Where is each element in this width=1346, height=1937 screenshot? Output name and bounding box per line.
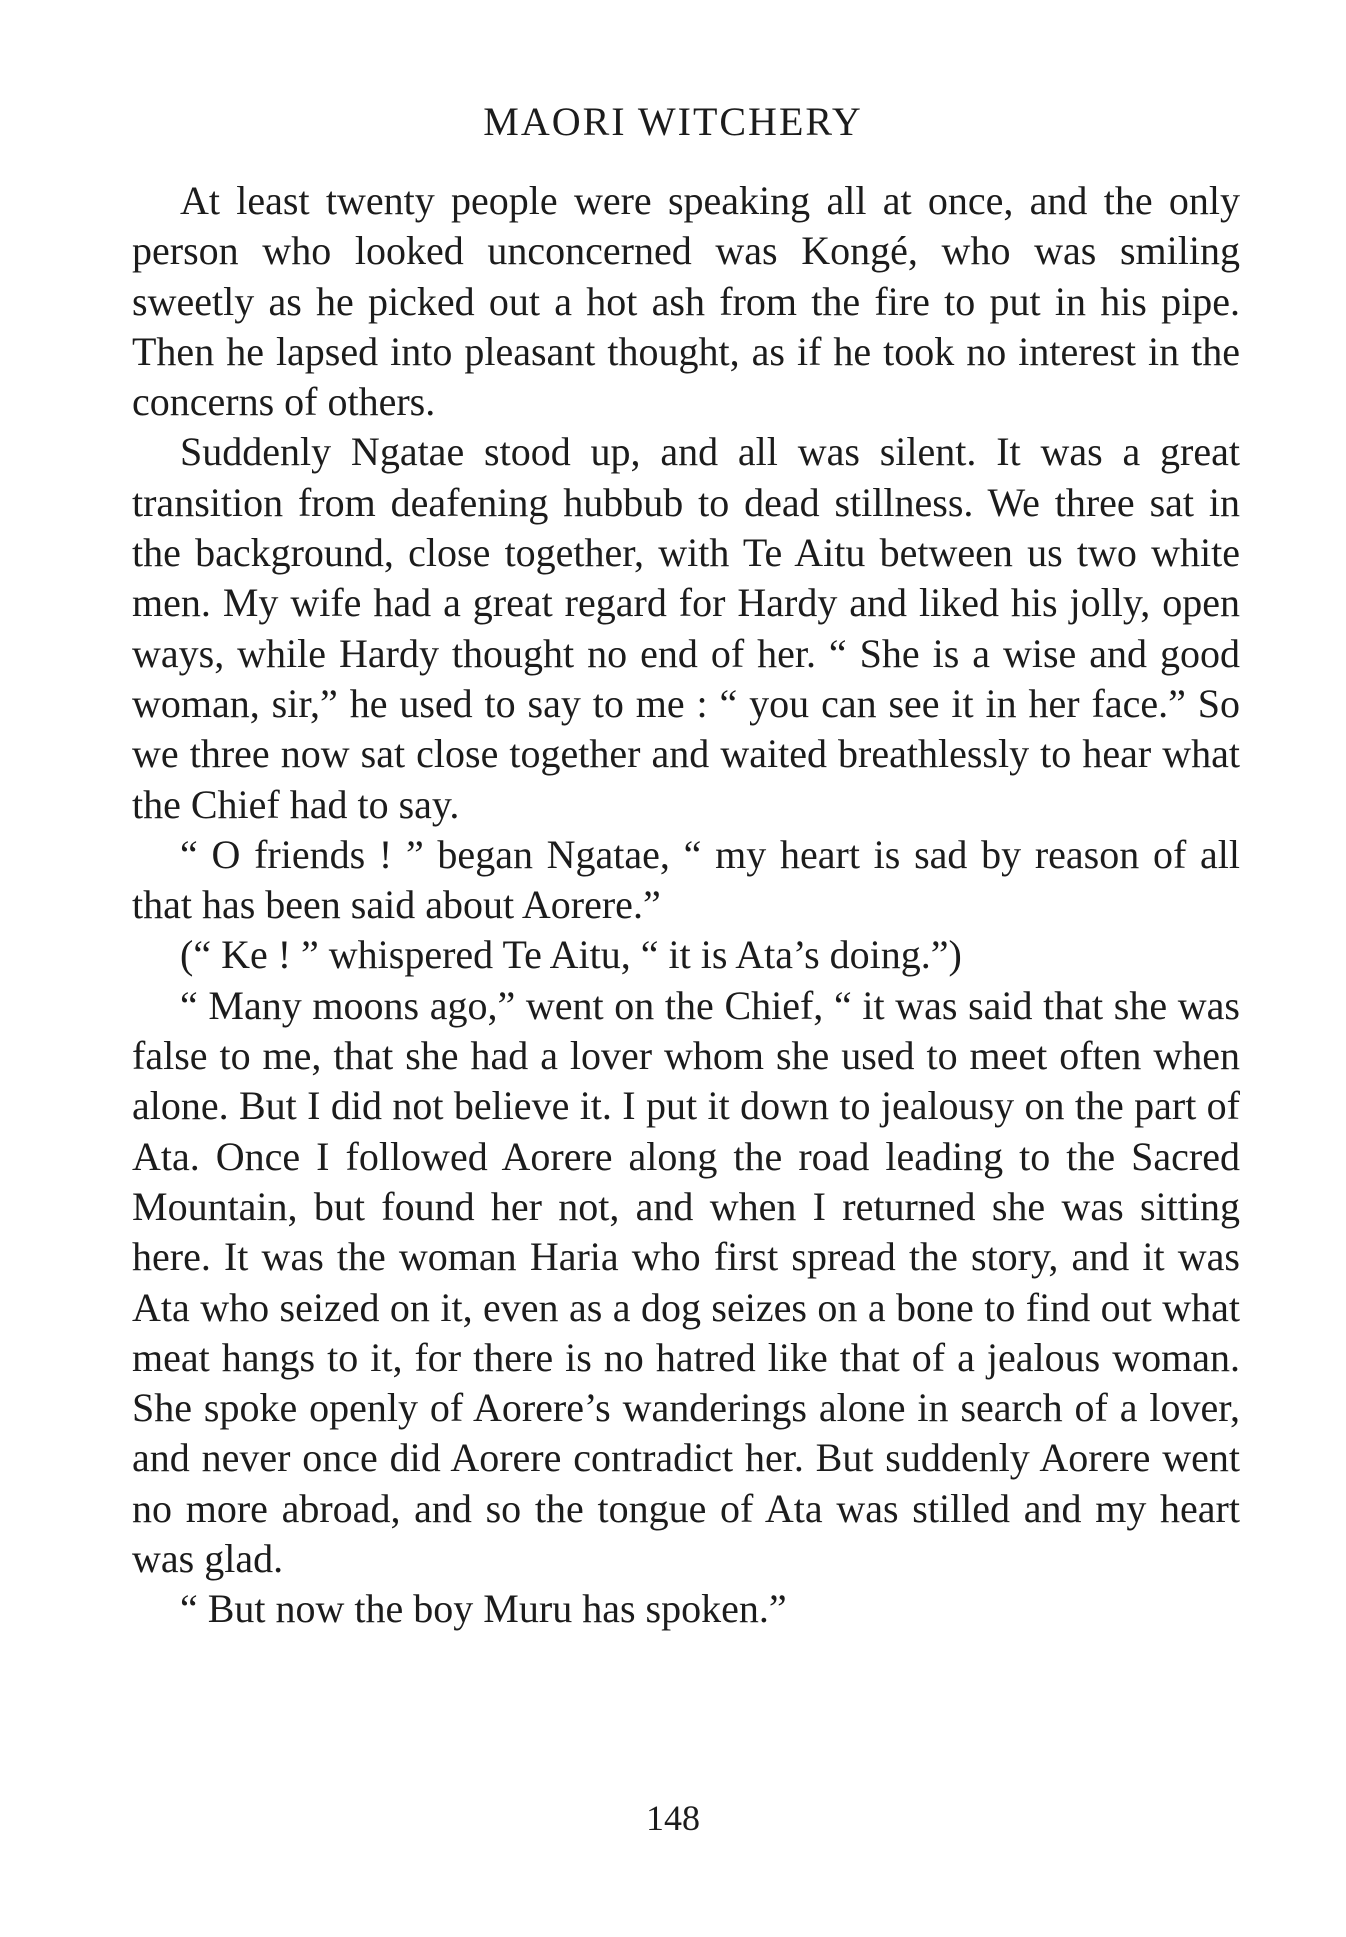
paragraph: “ But now the boy Muru has spoken.” xyxy=(180,1586,787,1632)
page-number: 148 xyxy=(646,1798,700,1838)
paragraph: “ Many moons ago,” went on the Chief, “ it was said that she was false to me, that she had a lover whom she used to meet often when alone. But I did not believe it. I put it down to jealousy on the part of Ata. Once I followed Aorere along the road leading to the Sacred Mountain, but found her not, and when I returned she was sitting here. It was the woman Haria who first spread the story, and it was Ata who seized on it, even as a dog seizes on a bone to find out what meat hangs to it, for there is no hatred like that of a jealous woman. She spoke openly of Aorere’s wanderings alone in search of a lover, and never once did Aorere contradict her. But suddenly Aorere went no more abroad, and so the tongue of Ata was stilled and my heart was glad. xyxy=(132,982,1240,1582)
paragraph: At least twenty people were speaking all at once, and the only person who looked unconcerned was Kongé, who was smiling sweetly as he picked out a hot ash from the fire to put in his pipe. Then he lapsed into pleasant thought, as if he took no interest in the concerns of others. xyxy=(132,178,1240,425)
paragraph: Suddenly Ngatae stood up, and all was silent. It was a great transition from deafening hubbub to dead stillness. We three sat in the background, close together, with Te Aitu between us two white men. My wife had a great regard for Hardy and liked his jolly, open ways, while Hardy thought no end of her. “ She is a wise and good woman, sir,” he used to say to me : “ you can see it in her face.” So we three now sat close together and waited breathlessly to hear what the Chief had to say. xyxy=(132,429,1240,827)
running-head: MAORI WITCHERY xyxy=(483,99,863,144)
body-text xyxy=(132,176,1240,1635)
paragraph: (“ Ke ! ” whispered Te Aitu, “ it is Ata’s doing.”) xyxy=(180,932,962,978)
paragraph: “ O friends ! ” began Ngatae, “ my heart is sad by reason of all that has been said about Aorere.” xyxy=(132,831,1240,928)
